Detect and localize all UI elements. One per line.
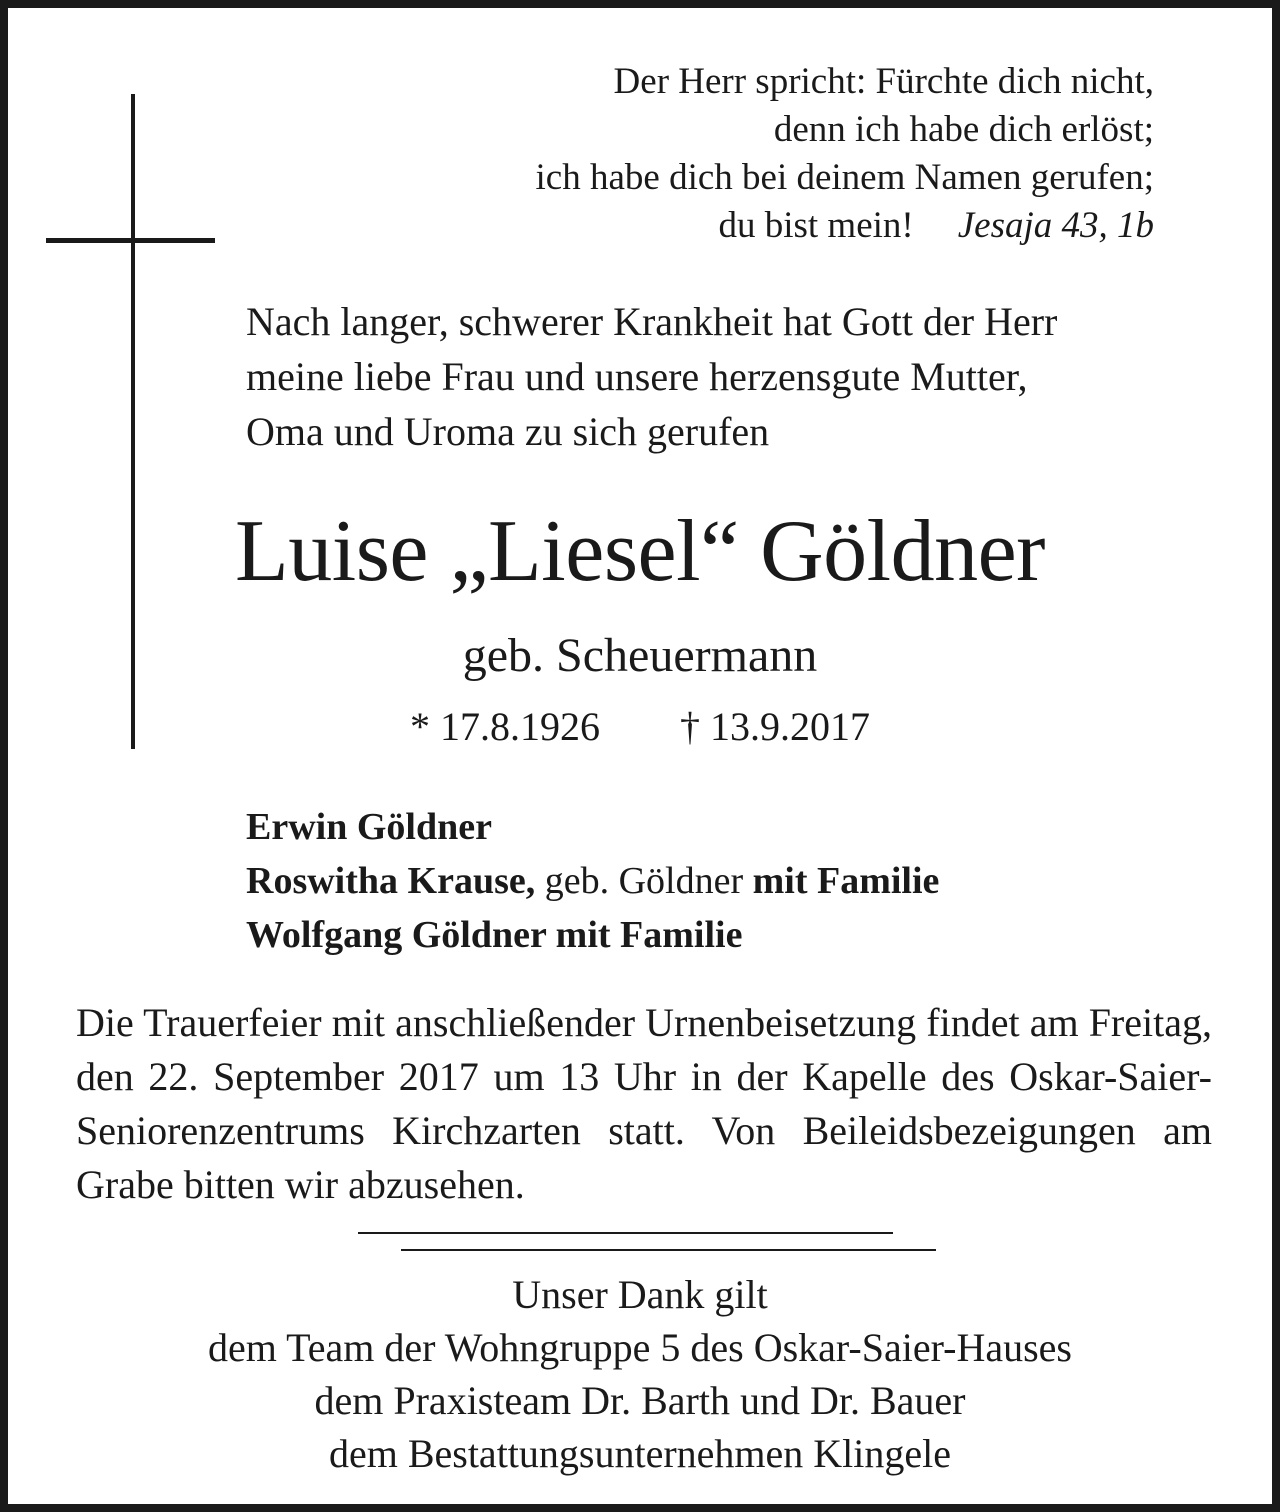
verse-line: Der Herr spricht: Fürchte dich nicht, [613, 61, 1154, 102]
life-dates [8, 702, 1272, 752]
mourners-list [246, 800, 939, 962]
bible-verse [536, 58, 1154, 250]
mourner-name: Roswitha Krause, [246, 860, 536, 902]
verse-line: ich habe dich bei deinem Namen gerufen; [535, 157, 1154, 198]
intro-text [246, 294, 1057, 459]
mourner-note: geb. Göldner [535, 860, 753, 902]
mourner-family: mit Familie [752, 860, 940, 902]
thanks-line: dem Praxisteam Dr. Barth und Dr. Bauer [314, 1378, 966, 1423]
death-date: † 13.9.2017 [680, 704, 870, 749]
mourner-row: Erwin Göldner [246, 806, 492, 848]
verse-reference: Jesaja 43, 1b [957, 205, 1154, 246]
verse-line [536, 202, 1154, 250]
divider-line [401, 1249, 936, 1251]
divider-line [358, 1232, 893, 1234]
acknowledgements [8, 1268, 1272, 1480]
intro-line: meine liebe Frau und unsere herzensgute Mutter, [246, 354, 1028, 399]
verse-line: denn ich habe dich erlöst; [773, 109, 1154, 150]
deceased-name: Luise „Liesel“ Göldner [234, 503, 1045, 600]
thanks-line: dem Bestattungsunternehmen Klingele [328, 1431, 952, 1476]
birth-date: * 17.8.1926 [410, 704, 600, 749]
mourner-row: Wolfgang Göldner mit Familie [246, 914, 743, 956]
intro-line: Nach langer, schwerer Krankheit hat Gott der Herr [246, 299, 1058, 344]
funeral-details: Die Trauerfeier mit anschließender Urnenbeisetzung findet am Freitag, den 22. September 2017 um 13 Uhr in der Kapelle des Oskar-Saier-Seniorenzentrums Kirchzarten statt. Von Beileidsbezeigungen am Grabe bitten wir abzusehen. [76, 1000, 1212, 1207]
maiden-name: geb. Scheuermann [462, 629, 818, 682]
thanks-line: Unser Dank gilt [512, 1272, 768, 1317]
cross-icon-horizontal [46, 238, 215, 243]
verse-line-text: du bist mein! [718, 205, 914, 246]
mourner-row [246, 854, 939, 908]
thanks-line: dem Team der Wohngruppe 5 des Oskar-Saier-Hauses [208, 1325, 1072, 1370]
intro-line: Oma und Uroma zu sich gerufen [246, 409, 770, 454]
